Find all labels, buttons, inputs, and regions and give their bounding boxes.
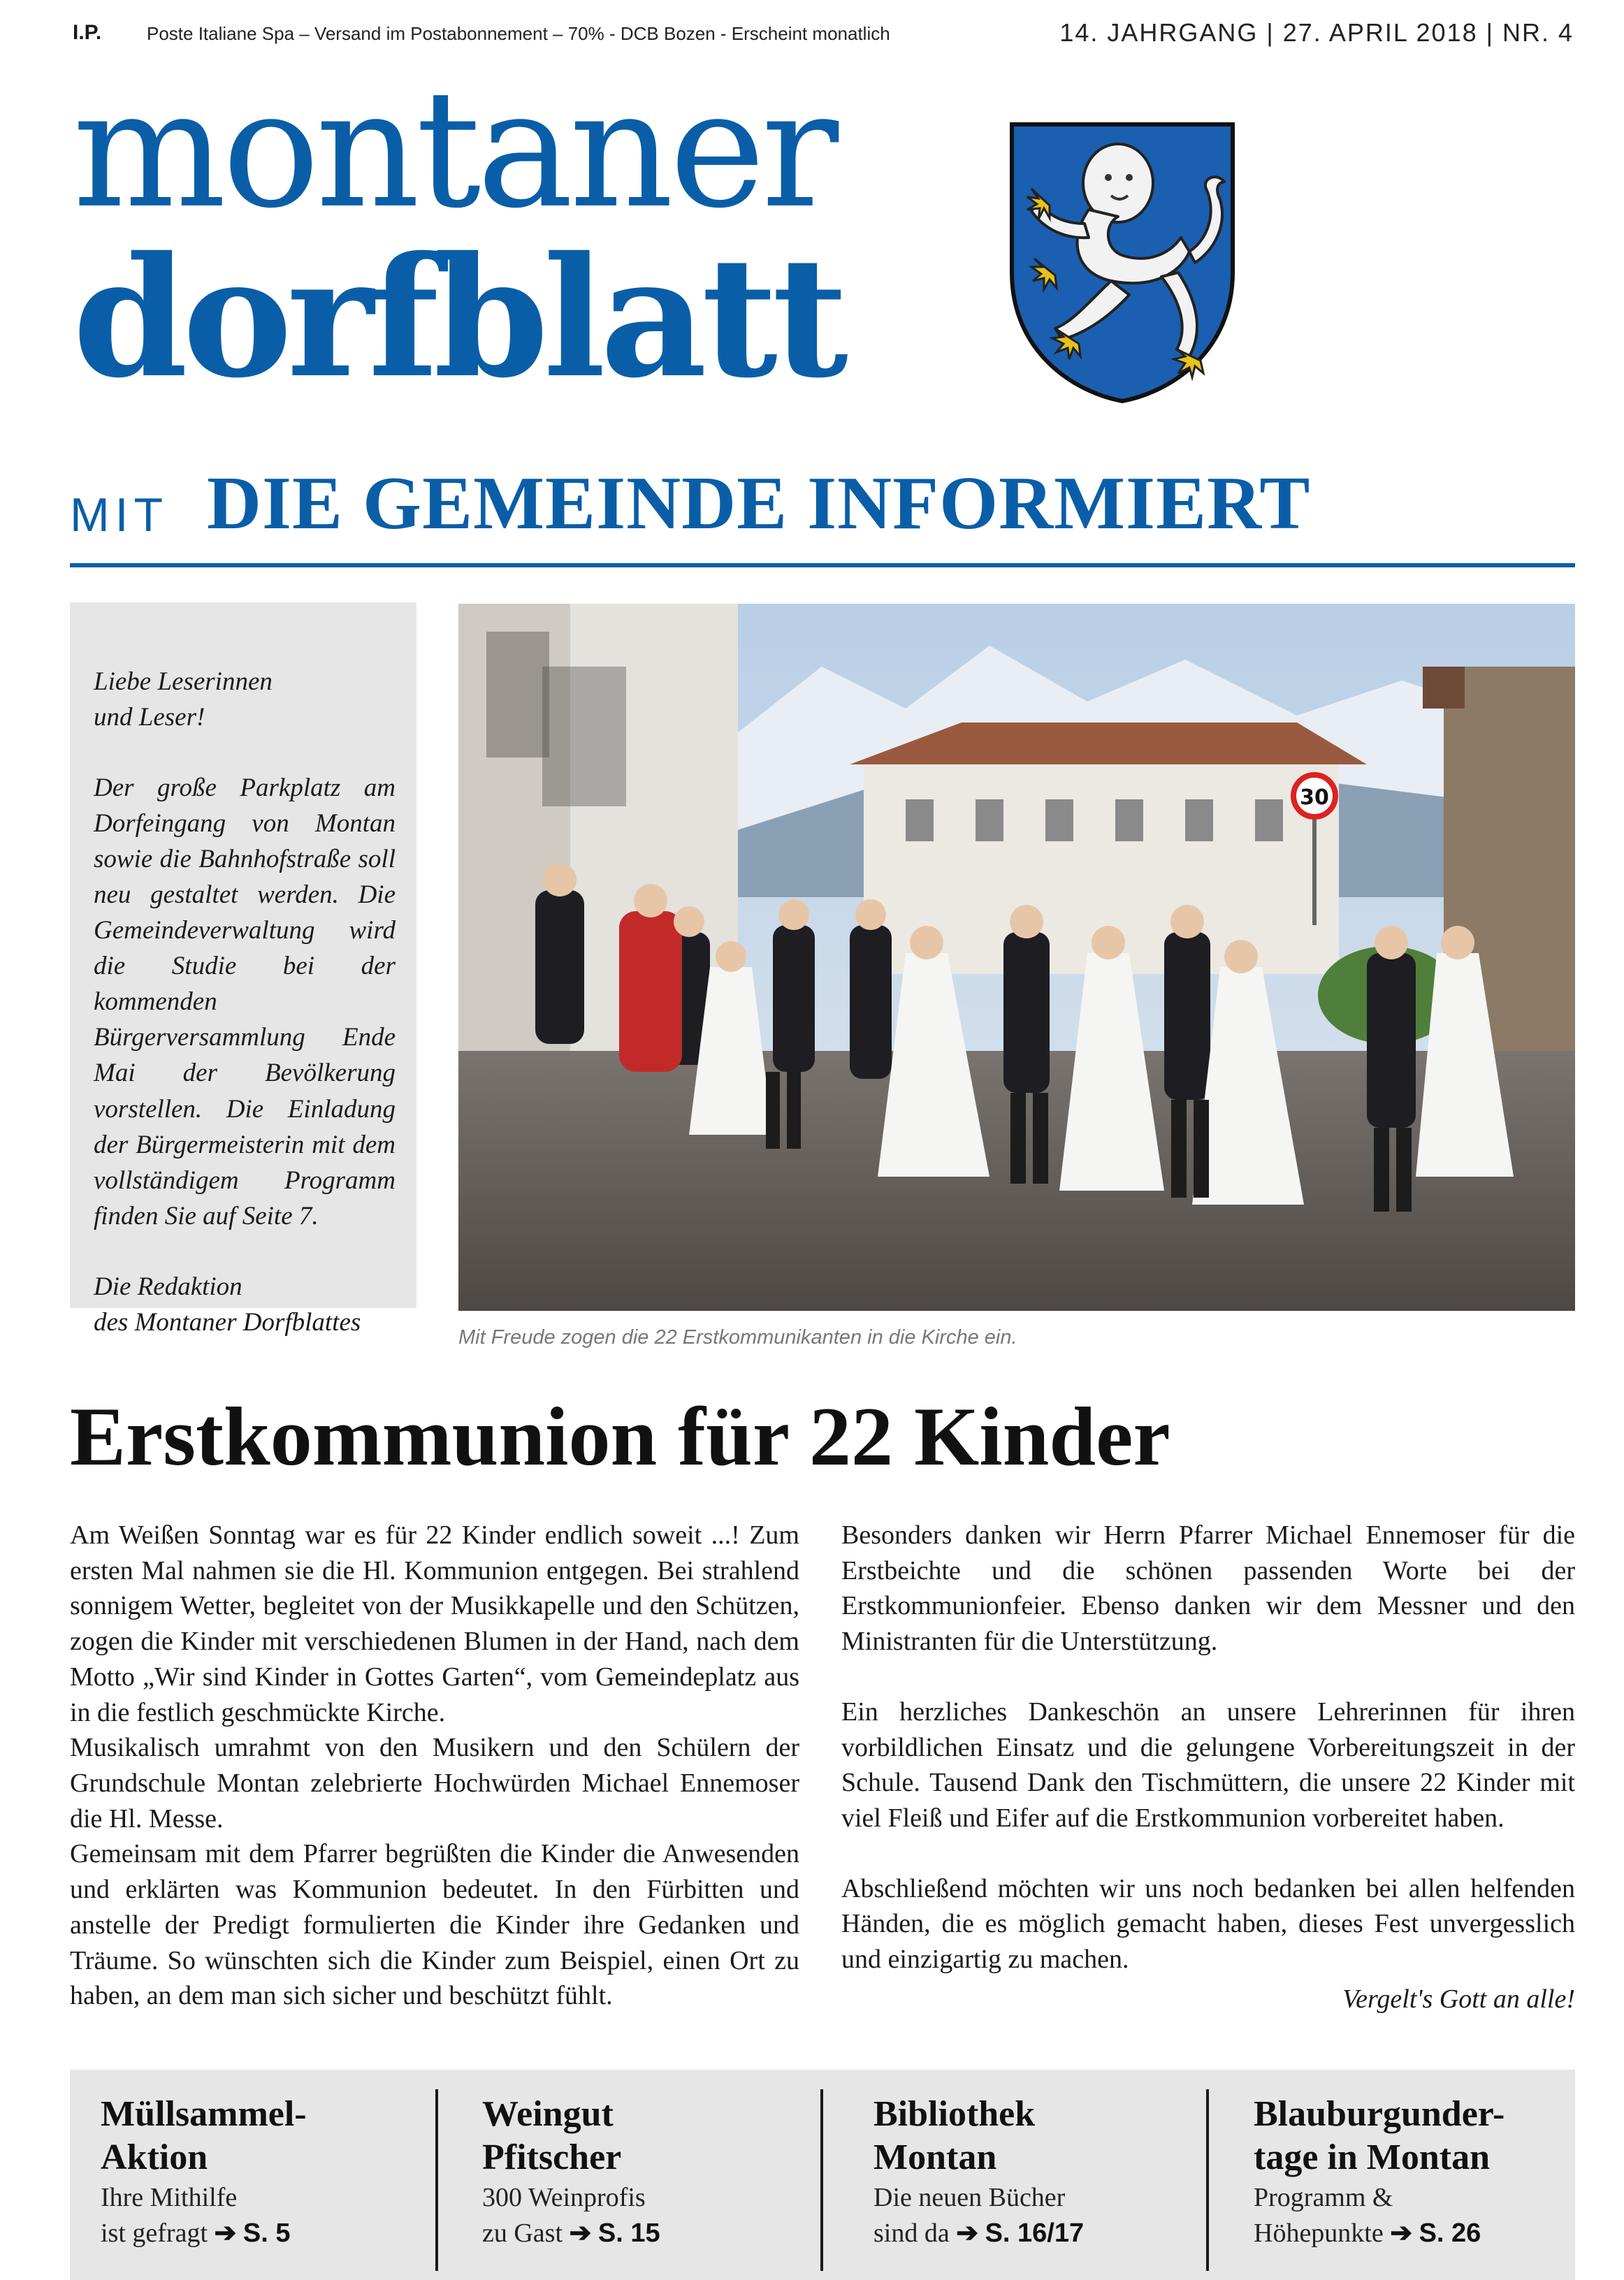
- article-paragraph: Ein herzliches Dankeschön an unsere Lehrerinnen für ihren vorbildlichen Einsatz und die gelungene Vorbereitungszeit in der Schule. Tausend Dank den Tischmüttern, die unsere 22 Kinder mit viel Fleiß und Eifer auf die Erstkommunion vorbereitet haben.: [841, 1697, 1575, 1834]
- masthead-title-line1: montaner: [73, 55, 835, 244]
- publication-mark: I.P.: [73, 21, 102, 44]
- editorial-sign-2: des Montaner Dorfblattes: [94, 1307, 361, 1337]
- teaser-divider: [1206, 2089, 1209, 2271]
- teaser-title: Pfitscher: [482, 2137, 622, 2178]
- teaser-title: Weingut: [482, 2094, 614, 2134]
- teaser-title: Blauburgunder-: [1254, 2094, 1505, 2134]
- article-column-left: [70, 1518, 799, 2014]
- speed-sign-label: 30: [1300, 785, 1329, 810]
- supplement-prefix: MIT: [70, 488, 169, 542]
- teaser-divider: [435, 2089, 438, 2271]
- masthead-title-line2: dorfblatt: [73, 220, 843, 414]
- article-paragraph: Musikalisch umrahmt von den Musikern und den Schülern der Grundschule Montan zelebrierte Hochwürden Michael Ennemoser die Hl. Messe.: [70, 1733, 799, 1834]
- editorial-sign-1: Die Redaktion: [94, 1272, 242, 1301]
- article-headline: Erstkommunion für 22 Kinder: [70, 1390, 1170, 1483]
- editorial-text: [94, 664, 396, 1375]
- teaser-subtitle: sind da: [873, 2219, 950, 2249]
- teaser-title: Montan: [873, 2137, 997, 2178]
- teaser-bibliothek[interactable]: [873, 2093, 1216, 2260]
- teaser-subtitle: Die neuen Bücher: [873, 2182, 1066, 2212]
- article-paragraph: Gemeinsam mit dem Pfarrer begrüßten die Kinder die Anwesenden und erklärten was Kommunion bedeutet. In den Fürbitten und anstelle der Predigt formulierten die Kinder ihre Gedanken und Träume. So wünschten sich die Kinder zum Beispiel, einen Ort zu haben, an dem man sich sicher und beschützt fühlt.: [70, 1839, 799, 2011]
- procession-photo: [458, 604, 1575, 1311]
- arrow-right-icon: ➔: [956, 2219, 979, 2249]
- editorial-greeting-2: und Leser!: [94, 703, 205, 732]
- teaser-subtitle: Programm &: [1254, 2182, 1393, 2212]
- photo-caption: Mit Freude zogen die 22 Erstkommunikanten in die Kirche ein.: [458, 1326, 1017, 1349]
- teaser-subtitle: 300 Weinprofis: [482, 2182, 646, 2212]
- arrow-right-icon: ➔: [214, 2219, 237, 2249]
- teaser-blauburgunder[interactable]: [1254, 2093, 1561, 2260]
- teaser-weingut[interactable]: [482, 2093, 818, 2260]
- teaser-muellsammel[interactable]: [101, 2093, 429, 2260]
- teaser-divider: [820, 2089, 823, 2271]
- article-paragraph: Besonders danken wir Herrn Pfarrer Michael Ennemoser für die Erstbeichte und die schönen passenden Worte bei der Erstkommunionfeier. Ebenso danken wir dem Messner und den Ministranten für die Unterstützung.: [841, 1520, 1575, 1657]
- article-column-right: [841, 1518, 1575, 2017]
- article-signoff: Vergelt's Gott an alle!: [1342, 1984, 1575, 2014]
- masthead-divider: [70, 563, 1575, 567]
- supplement-title: DIE GEMEINDE INFORMIERT: [207, 462, 1311, 545]
- teaser-title: tage in Montan: [1254, 2137, 1490, 2178]
- teaser-title: Aktion: [101, 2137, 208, 2178]
- arrow-right-icon: ➔: [569, 2219, 592, 2249]
- teaser-subtitle: ist gefragt: [101, 2219, 208, 2249]
- issue-info: 14. JAHRGANG | 27. APRIL 2018 | NR. 4: [1059, 18, 1574, 47]
- teaser-subtitle: Höhepunkte: [1254, 2219, 1384, 2249]
- postal-notice: Poste Italiane Spa – Versand im Postabonnement – 70% - DCB Bozen - Erscheint monatlich: [147, 23, 890, 44]
- article-paragraph: Am Weißen Sonntag war es für 22 Kinder endlich soweit ...! Zum ersten Mal nahmen sie die Hl. Kommunion entgegen. Bei strahlend sonnigem Wetter, begleitet von der Musikkapelle und den Schützen, zogen die Kinder mit verschiedenen Blumen in der Hand, nach dem Motto „Wir sind Kinder in Gottes Garten“, vom Gemeindeplatz aus in die festlich geschmückte Kirche.: [70, 1520, 799, 1727]
- teaser-title: Bibliothek: [873, 2094, 1036, 2134]
- arrow-right-icon: ➔: [1390, 2219, 1413, 2249]
- editorial-greeting-1: Liebe Leserinnen: [94, 667, 273, 696]
- coat-of-arms-icon: [1006, 119, 1238, 405]
- teaser-title: Müllsammel-: [101, 2094, 307, 2134]
- teaser-page-link[interactable]: S. 16/17: [985, 2219, 1085, 2249]
- article-paragraph: Abschließend möchten wir uns noch bedanken bei allen helfenden Händen, die es möglich gemacht haben, dieses Fest unvergesslich und einzigartig zu machen.: [841, 1873, 1575, 1975]
- editorial-body: Der große Parkplatz am Dorfeingang von Montan sowie die Bahnhofstraße soll neu gestaltet werden. Die Gemeindeverwaltung wird die Studie bei der kommenden Bürgerversammlung Ende Mai der Bevölkerung vorstellen. Die Einladung der Bürgermeisterin mit dem vollständigem Programm finden Sie auf Seite 7.: [94, 774, 396, 1230]
- teaser-page-link[interactable]: S. 5: [242, 2219, 291, 2249]
- teaser-page-link[interactable]: S. 26: [1419, 2219, 1481, 2249]
- teaser-page-link[interactable]: S. 15: [597, 2219, 660, 2249]
- teaser-subtitle: Ihre Mithilfe: [101, 2182, 238, 2212]
- teaser-subtitle: zu Gast: [482, 2219, 563, 2249]
